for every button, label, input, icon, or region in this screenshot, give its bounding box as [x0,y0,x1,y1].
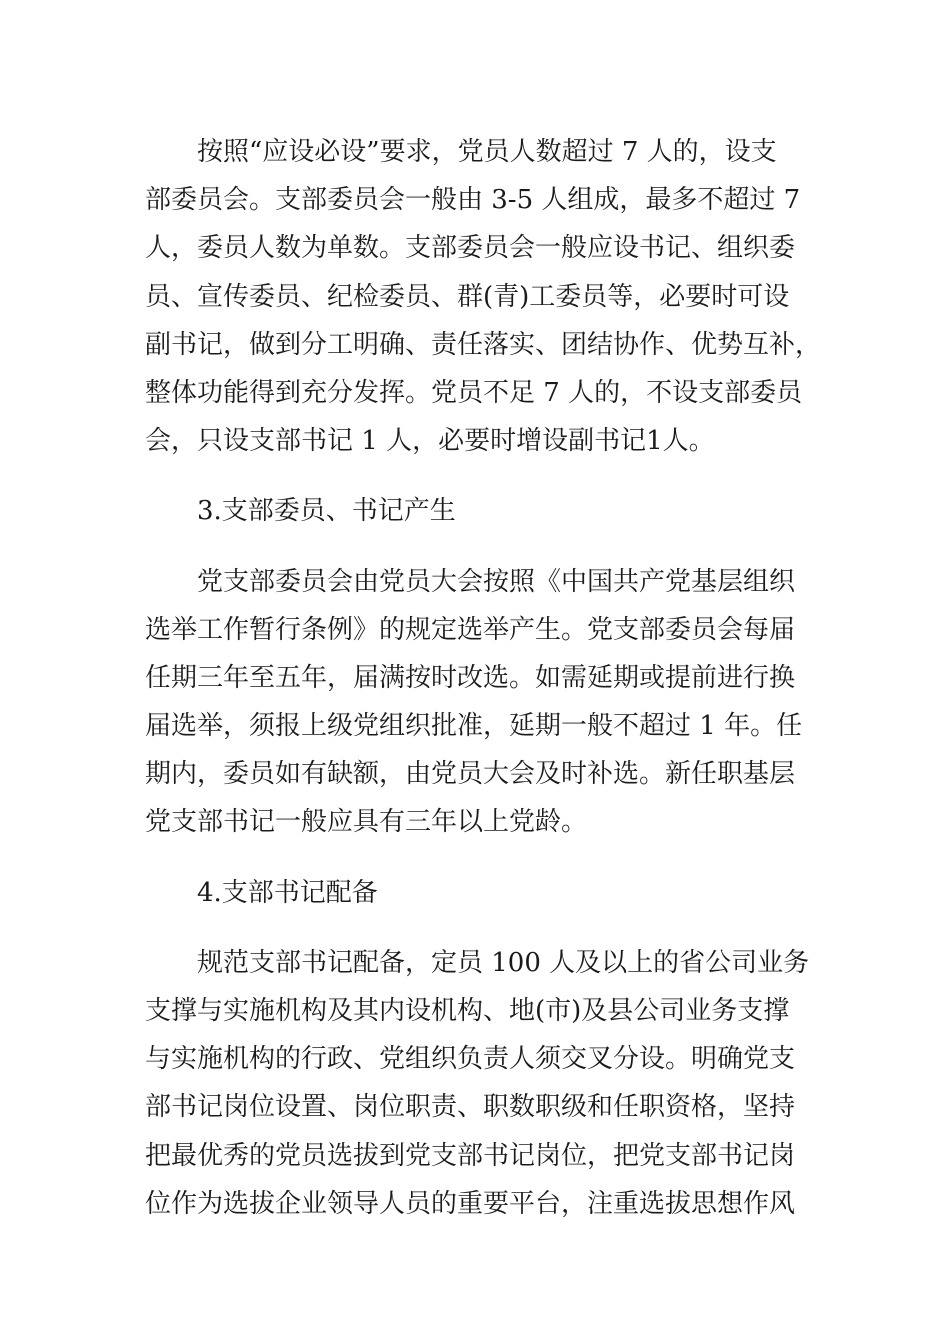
section-heading-3: 3.支部委员、书记产生 [197,496,456,527]
paragraph-line: 任期三年至五年，届满按时改选。如需延期或提前进行换 [145,662,796,693]
paragraph-line: 届选举，须报上级党组织批准，延期一般不超过 1 年。任 [145,711,803,742]
paragraph-line: 部委员会。支部委员会一般由 3-5 人组成，最多不超过 7 [145,185,801,216]
paragraph-line: 党支部书记一般应具有三年以上党龄。 [145,807,588,838]
paragraph-requirements [145,128,822,465]
paragraph-line: 位作为选拔企业领导人员的重要平台，注重选拔思想作风 [145,1188,796,1219]
paragraph-line: 人，委员人数为单数。支部委员会一般应设书记、组织委 [145,233,796,264]
paragraph-line: 会，只设支部书记 1 人，必要时增设副书记1人。 [145,426,715,457]
paragraph-line: 把最优秀的党员选拔到党支部书记岗位，把党支部书记岗 [145,1140,796,1171]
paragraph-line: 选举工作暂行条例》的规定选举产生。党支部委员会每届 [145,614,796,645]
paragraph-line: 按照“应设必设”要求，党员人数超过 7 人的，设支 [197,137,777,167]
paragraph-line: 与实施机构的行政、党组织负责人须交叉分设。明确党支 [145,1044,796,1075]
section-heading-4: 4.支部书记配备 [197,877,378,908]
paragraph-line: 支撑与实施机构及其内设机构、地(市)及县公司业务支撑 [145,996,790,1026]
paragraph-secretary-staffing [145,939,810,1228]
document-body [145,128,822,1228]
paragraph-line: 党支部委员会由党员大会按照《中国共产党基层组织 [197,566,796,597]
paragraph-line: 规范支部书记配备，定员 100 人及以上的省公司业务 [197,947,810,978]
paragraph-election [145,558,805,847]
paragraph-line: 期内，委员如有缺额，由党员大会及时补选。新任职基层 [145,759,796,790]
paragraph-line: 整体功能得到充分发挥。党员不足 7 人的，不设支部委员 [145,377,803,408]
paragraph-line: 部书记岗位设置、岗位职责、职数职级和任职资格，坚持 [145,1092,796,1123]
paragraph-line: 员、宣传委员、纪检委员、群(青)工委员等，必要时可设 [145,281,790,312]
paragraph-line: 副书记，做到分工明确、责任落实、团结协作、优势互补， [145,329,822,360]
